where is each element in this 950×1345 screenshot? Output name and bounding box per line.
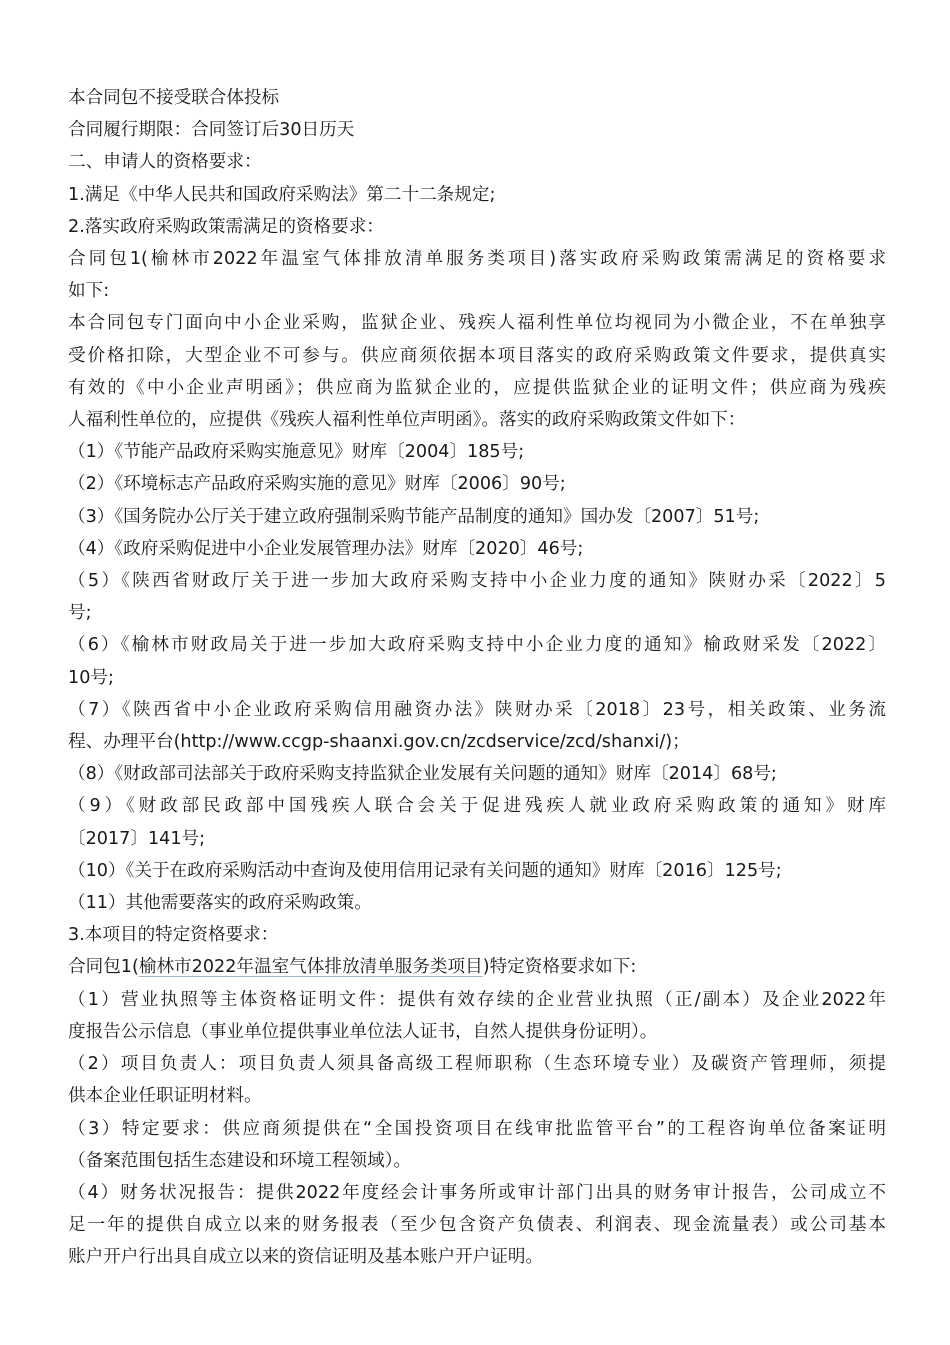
text-line: 受价格扣除，大型企业不可参与。供应商须依据本项目落实的政府采购政策文件要求，提供真实 (68, 345, 886, 366)
list-item: （1）《节能产品政府采购实施意见》财库〔2004〕185号; (68, 442, 525, 463)
document-page (68, 82, 886, 1274)
list-item: （9）《财政部民政部中国残疾人联合会关于促进残疾人就业政府采购政策的通知》财库 (68, 796, 886, 817)
text-line: 本合同包专门面向中小企业采购，监狱企业、残疾人福利性单位均视同为小微企业，不在单独享 (68, 313, 886, 334)
section-heading: 二、申请人的资格要求： (68, 152, 262, 173)
list-item: （备案范围包括生态建设和环境工程领域）。 (68, 1150, 412, 1171)
text-line: 合同履行期限：合同签订后30日历天 (68, 120, 355, 141)
text-line: 1.满足《中华人民共和国政府采购法》第二十二条规定; (68, 184, 496, 205)
text-line (68, 951, 886, 983)
list-item: （8）《财政部司法部关于政府采购支持监狱企业发展有关问题的通知》财库〔2014〕68号; (68, 764, 777, 785)
list-item: （4）《政府采购促进中小企业发展管理办法》财库〔2020〕46号; (68, 538, 584, 559)
text-fragment: 合同包1( (68, 957, 139, 978)
list-item: 10号; (68, 667, 114, 688)
text-line: 3.本项目的特定资格要求： (68, 925, 279, 946)
list-item: 供本企业任职证明材料。 (68, 1086, 262, 1107)
list-item: 程、办理平台(http://www.ccgp-shaanxi.gov.cn/zcdservice/zcd/shanxi/)； (68, 732, 690, 753)
list-item: 号; (68, 603, 92, 624)
list-item: （6）《榆林市财政局关于进一步加大政府采购支持中小企业力度的通知》榆政财采发〔2022〕 (68, 635, 886, 656)
list-item: 〔2017〕141号; (68, 828, 206, 849)
list-item: （1）营业执照等主体资格证明文件：提供有效存续的企业营业执照（正/副本）及企业2022年 (68, 989, 886, 1010)
project-name-link[interactable]: 榆林市2022年温室气体排放清单服务类项目 (138, 957, 483, 978)
list-item: （3）《国务院办公厅关于建立政府强制采购节能产品制度的通知》国办发〔2007〕51号; (68, 506, 760, 527)
text-line: 2.落实政府采购政策需满足的资格要求： (68, 216, 384, 237)
list-item: （3）特定要求：供应商须提供在“全国投资项目在线审批监管平台”的工程咨询单位备案证明 (68, 1118, 886, 1139)
text-line: 本合同包不接受联合体投标 (68, 88, 280, 108)
list-item: （11）其他需要落实的政府采购政策。 (68, 893, 372, 914)
list-item: （4）财务状况报告：提供2022年度经会计事务所或审计部门出具的财务审计报告，公司成立不 (68, 1182, 886, 1203)
list-item: （7）《陕西省中小企业政府采购信用融资办法》陕财办采〔2018〕23号，相关政策、业务流 (68, 699, 886, 720)
text-line: 人福利性单位的，应提供《残疾人福利性单位声明函》。落实的政府采购政策文件如下： (68, 410, 746, 431)
list-item: 度报告公示信息（事业单位提供事业单位法人证书，自然人提供身份证明）。 (68, 1021, 658, 1042)
list-item: （2）《环境标志产品政府采购实施的意见》财库〔2006〕90号; (68, 474, 566, 495)
text-line: 合同包1(榆林市2022年温室气体排放清单服务类项目)落实政府采购政策需满足的资格要求 (68, 249, 886, 270)
text-line: 如下: (68, 281, 110, 302)
list-item: （2）项目负责人：项目负责人须具备高级工程师职称（生态环境专业）及碳资产管理师，须提 (68, 1054, 886, 1075)
text-line: 有效的《中小企业声明函》；供应商为监狱企业的，应提供监狱企业的证明文件；供应商为残疾 (68, 377, 886, 398)
list-item: 账户开户行出具自成立以来的资信证明及基本账户开户证明。 (68, 1247, 544, 1268)
text-fragment: )特定资格要求如下: (482, 957, 637, 978)
list-item: 足一年的提供自成立以来的财务报表（至少包含资产负债表、利润表、现金流量表）或公司基本 (68, 1215, 886, 1236)
list-item: （5）《陕西省财政厅关于进一步加大政府采购支持中小企业力度的通知》陕财办采〔2022〕5 (68, 571, 886, 592)
list-item: （10）《关于在政府采购活动中查询及使用信用记录有关问题的通知》财库〔2016〕125号; (68, 860, 782, 881)
